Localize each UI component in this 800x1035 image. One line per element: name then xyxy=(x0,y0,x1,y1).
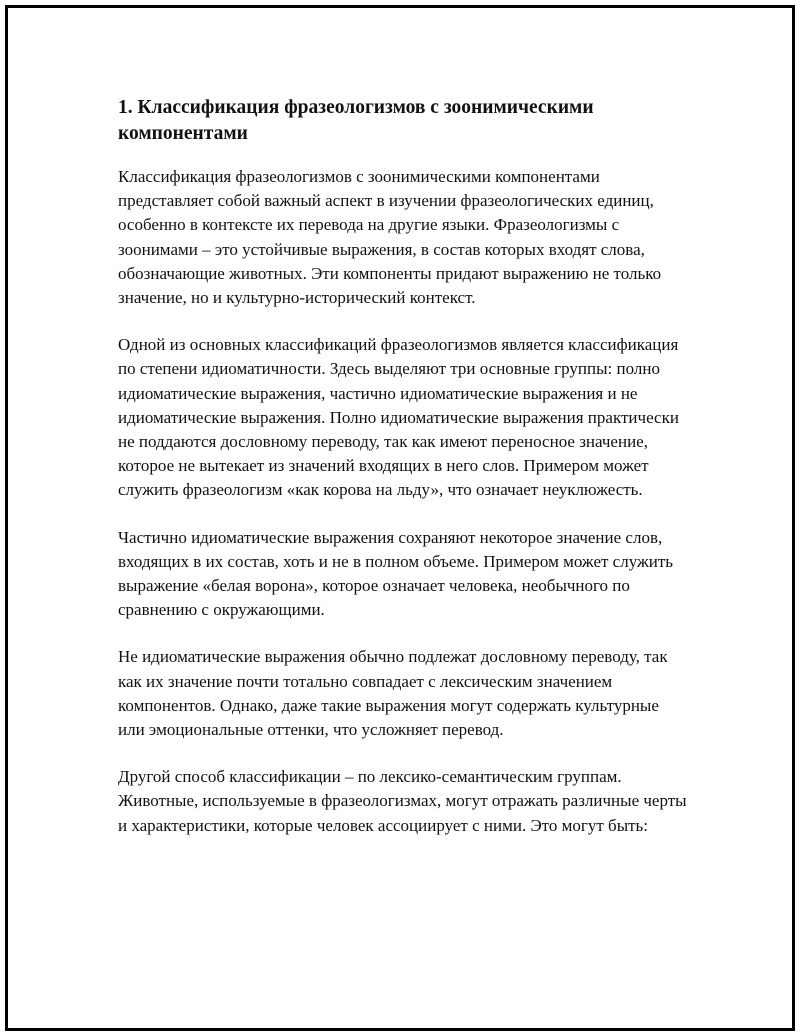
paragraph-intro: Классификация фразеологизмов с зоонимическими компонентами представляет собой важный аспект в изучении фразеологических единиц, особенно в контексте их перевода на другие языки. Фразеологизмы с зоонимами – это устойчивые выражения, в состав которых входят слова, обозначающие животных. Эти компоненты придают выражению не только значение, но и культурно-исторический контекст. xyxy=(118,167,662,308)
section-heading: 1. Классификация фразеологизмов с зоонимическими компонентами xyxy=(118,97,594,144)
paragraph-partial-idioms: Частично идиоматические выражения сохраняют некоторое значение слов, входящих в их состав, хоть и не в полном объеме. Примером может служить выражение «белая ворона», которое означает человека, необычного по сравнению с окружающими. xyxy=(118,527,673,620)
paragraph-idiomaticity: Одной из основных классификаций фразеологизмов является классификация по степени идиоматичности. Здесь выделяют три основные группы: полно идиоматические выражения, частично идиоматические выражения и не идиоматические выражения. Полно идиоматические выражения практически не поддаются дословному переводу, так как имеют переносное значение, которое не вытекает из значений входящих в него слов. Примером может служить фразеологизм «как корова на льду», что означает неуклюжесть. xyxy=(118,335,679,500)
paragraph-semantic-groups: Другой способ классификации – по лексико-семантическим группам. Животные, используемые в фразеологизмах, могут отражать различные черты и характеристики, которые человек ассоциирует с ними. Это могут быть: xyxy=(118,767,687,835)
paragraph-non-idioms: Не идиоматические выражения обычно подлежат дословному переводу, так как их значение почти тотально совпадает с лексическим значением компонентов. Однако, даже такие выражения могут содержать культурные или эмоциональные оттенки, что усложняет перевод. xyxy=(118,647,668,740)
document-body xyxy=(118,95,688,861)
